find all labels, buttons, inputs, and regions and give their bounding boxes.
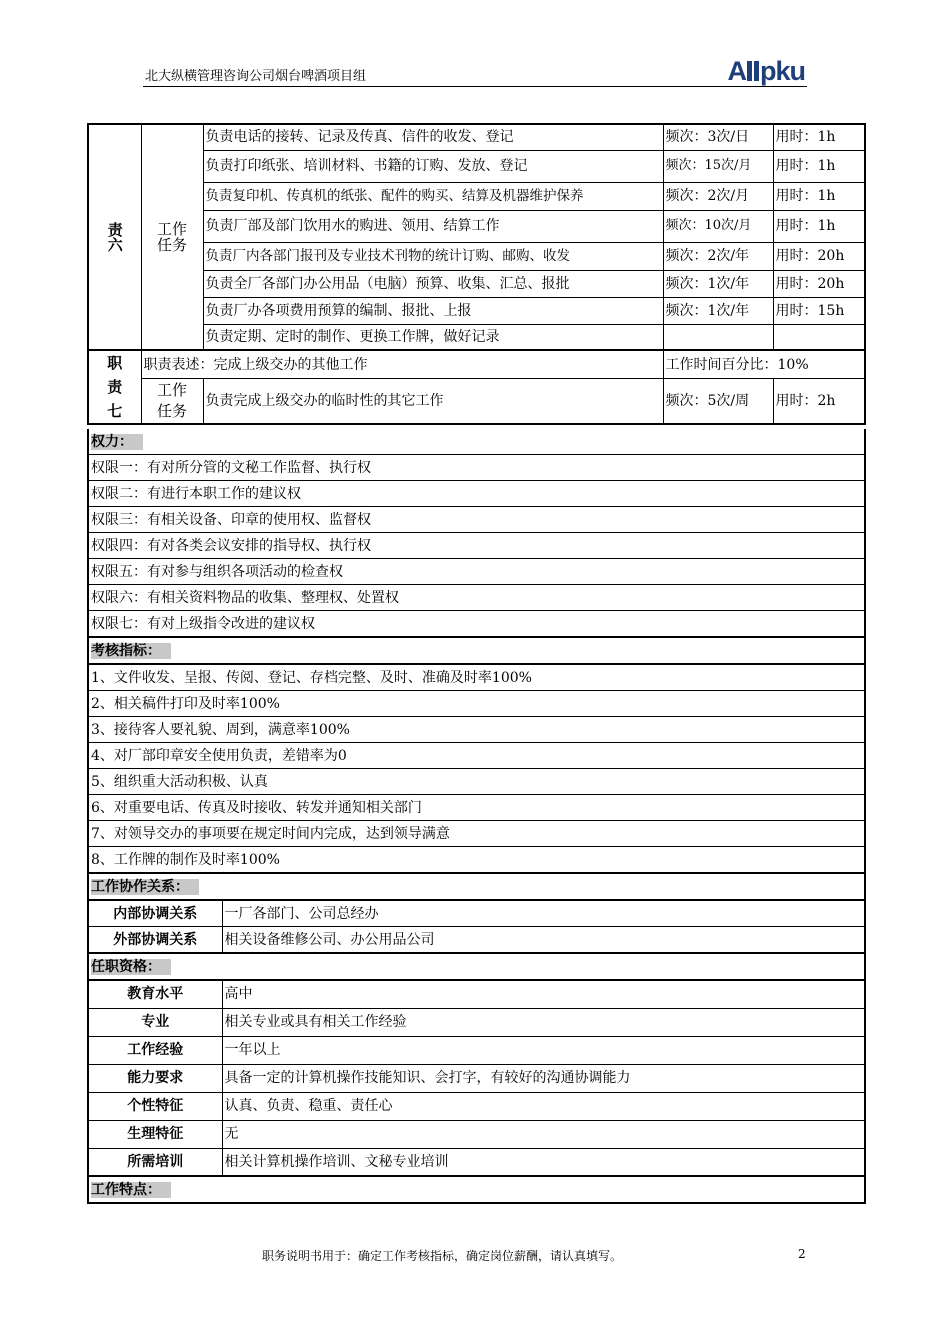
duty6-task-row — [88, 270, 865, 297]
duty7-label — [88, 350, 141, 424]
kpi-row — [88, 664, 865, 691]
duty7-task-row — [88, 379, 865, 424]
features-heading: 工作特点： — [91, 1182, 171, 1198]
authority-item: 权限三：有相关设备、印章的使用权、监督权 — [88, 507, 865, 533]
qualification-row — [88, 1092, 865, 1120]
task-frequency: 频次：2次/月 — [663, 182, 773, 210]
task-time: 用时：20h — [773, 242, 865, 270]
task-frequency: 频次：15次/月 — [663, 150, 773, 182]
qualification-value: 具备一定的计算机操作技能知识、会打字，有较好的沟通协调能力 — [222, 1064, 865, 1092]
duty6-label: 责六 — [88, 124, 141, 350]
task-text: 负责完成上级交办的临时性的其它工作 — [203, 379, 663, 424]
task-text: 负责全厂各部门办公用品（电脑）预算、收集、汇总、报批 — [203, 270, 663, 297]
duty6-task-row — [88, 242, 865, 270]
kpi-item: 8、工作牌的制作及时率100% — [88, 847, 865, 874]
qualification-value: 相关专业或具有相关工作经验 — [222, 1008, 865, 1036]
authority-item: 权限五：有对参与组织各项活动的检查权 — [88, 559, 865, 585]
page-number: 2 — [798, 1247, 806, 1261]
kpi-row — [88, 691, 865, 717]
kpi-row — [88, 769, 865, 795]
qualification-row — [88, 1064, 865, 1092]
kpi-row — [88, 847, 865, 874]
duty6-task-row — [88, 182, 865, 210]
duty6-sub-label: 工作任务 — [141, 124, 203, 350]
task-time: 用时：1h — [773, 150, 865, 182]
task-text: 负责复印机、传真机的纸张、配件的购买、结算及机器维护保养 — [203, 182, 663, 210]
qualification-value: 相关计算机操作培训、文秘专业培训 — [222, 1148, 865, 1176]
kpi-row — [88, 717, 865, 743]
kpi-row — [88, 743, 865, 769]
kpi-row — [88, 821, 865, 847]
qualification-label: 教育水平 — [88, 980, 222, 1008]
duties-table — [87, 123, 866, 425]
duty7-label-char: 责 — [107, 378, 123, 396]
company-logo: A pku — [727, 56, 805, 86]
qualification-value: 认真、负责、稳重、责任心 — [222, 1092, 865, 1120]
duty6-task-row — [88, 124, 865, 150]
cooperation-label: 外部协调关系 — [88, 927, 222, 954]
qualification-row — [88, 1008, 865, 1036]
task-time: 用时：1h — [773, 182, 865, 210]
task-time — [773, 324, 865, 350]
authority-heading-row — [88, 429, 865, 455]
kpi-item: 7、对领导交办的事项要在规定时间内完成，达到领导满意 — [88, 821, 865, 847]
duty7-time-percent: 工作时间百分比：10% — [663, 350, 865, 379]
features-heading-row — [88, 1176, 865, 1203]
authority-row — [88, 481, 865, 507]
authority-item: 权限七：有对上级指令改进的建议权 — [88, 611, 865, 638]
authority-item: 权限六：有相关资料物品的收集、整理权、处置权 — [88, 585, 865, 611]
task-frequency: 频次：1次/年 — [663, 270, 773, 297]
task-text: 负责定期、定时的制作、更换工作牌，做好记录 — [203, 324, 663, 350]
header-title: 北大纵横管理咨询公司烟台啤酒项目组 — [145, 69, 367, 84]
task-time: 用时：1h — [773, 124, 865, 150]
qualification-label: 工作经验 — [88, 1036, 222, 1064]
qualification-label: 个性特征 — [88, 1092, 222, 1120]
authority-row — [88, 585, 865, 611]
qualification-row — [88, 1120, 865, 1148]
footer-note: 职务说明书用于：确定工作考核指标，确定岗位薪酬，请认真填写。 — [262, 1249, 623, 1263]
duty7-label-char: 职 — [107, 354, 123, 372]
task-frequency: 频次：1次/年 — [663, 297, 773, 324]
task-time: 用时：1h — [773, 210, 865, 242]
authority-row — [88, 507, 865, 533]
task-text: 负责厂办各项费用预算的编制、报批、上报 — [203, 297, 663, 324]
kpi-item: 6、对重要电话、传真及时接收、转发并通知相关部门 — [88, 795, 865, 821]
task-frequency: 频次：10次/月 — [663, 210, 773, 242]
task-text: 负责厂部及部门饮用水的购进、领用、结算工作 — [203, 210, 663, 242]
kpi-item: 2、相关稿件打印及时率100% — [88, 691, 865, 717]
kpi-row — [88, 795, 865, 821]
details-table — [87, 429, 866, 1204]
task-time: 用时：15h — [773, 297, 865, 324]
qualification-label: 专业 — [88, 1008, 222, 1036]
qualification-label: 能力要求 — [88, 1064, 222, 1092]
cooperation-row — [88, 900, 865, 927]
duty6-task-row — [88, 324, 865, 350]
qualification-value: 一年以上 — [222, 1036, 865, 1064]
kpi-heading-row — [88, 637, 865, 664]
kpi-item: 4、对厂部印章安全使用负责，差错率为0 — [88, 743, 865, 769]
cooperation-value: 一厂各部门、公司总经办 — [222, 900, 865, 927]
qualification-row — [88, 980, 865, 1008]
qualification-value: 无 — [222, 1120, 865, 1148]
task-text: 负责打印纸张、培训材料、书籍的订购、发放、登记 — [203, 150, 663, 182]
duty6-task-row — [88, 150, 865, 182]
task-time: 用时：2h — [773, 379, 865, 424]
authority-heading: 权力： — [91, 434, 143, 450]
duty6-task-row — [88, 210, 865, 242]
authority-row — [88, 455, 865, 481]
qualification-label: 所需培训 — [88, 1148, 222, 1176]
authority-row — [88, 533, 865, 559]
kpi-item: 3、接待客人要礼貌、周到，满意率100% — [88, 717, 865, 743]
task-frequency — [663, 324, 773, 350]
task-frequency: 频次：3次/日 — [663, 124, 773, 150]
cooperation-label: 内部协调关系 — [88, 900, 222, 927]
kpi-item: 1、文件收发、呈报、传阅、登记、存档完整、及时、准确及时率100% — [88, 664, 865, 691]
authority-item: 权限四：有对各类会议安排的指导权、执行权 — [88, 533, 865, 559]
qualification-row — [88, 1148, 865, 1176]
duty6-task-row — [88, 297, 865, 324]
kpi-heading: 考核指标： — [91, 643, 171, 659]
authority-item: 权限二：有进行本职工作的建议权 — [88, 481, 865, 507]
duty7-description-row — [88, 350, 865, 379]
task-frequency: 频次：5次/周 — [663, 379, 773, 424]
qualification-heading-row — [88, 953, 865, 980]
page-header — [143, 58, 807, 87]
qualification-row — [88, 1036, 865, 1064]
qualification-label: 生理特征 — [88, 1120, 222, 1148]
authority-row — [88, 611, 865, 638]
authority-row — [88, 559, 865, 585]
qualification-heading: 任职资格： — [91, 959, 171, 975]
cooperation-value: 相关设备维修公司、办公用品公司 — [222, 927, 865, 954]
task-frequency: 频次：2次/年 — [663, 242, 773, 270]
authority-item: 权限一：有对所分管的文秘工作监督、执行权 — [88, 455, 865, 481]
task-time: 用时：20h — [773, 270, 865, 297]
task-text: 负责厂内各部门报刊及专业技术刊物的统计订购、邮购、收发 — [203, 242, 663, 270]
duty7-sub-label: 工作任务 — [141, 379, 203, 424]
cooperation-heading: 工作协作关系： — [91, 879, 199, 895]
duty7-description: 职责表述：完成上级交办的其他工作 — [141, 350, 663, 379]
task-text: 负责电话的接转、记录及传真、信件的收发、登记 — [203, 124, 663, 150]
kpi-item: 5、组织重大活动积极、认真 — [88, 769, 865, 795]
cooperation-heading-row — [88, 873, 865, 900]
cooperation-row — [88, 927, 865, 954]
qualification-value: 高中 — [222, 980, 865, 1008]
duty7-label-char: 七 — [107, 402, 123, 420]
